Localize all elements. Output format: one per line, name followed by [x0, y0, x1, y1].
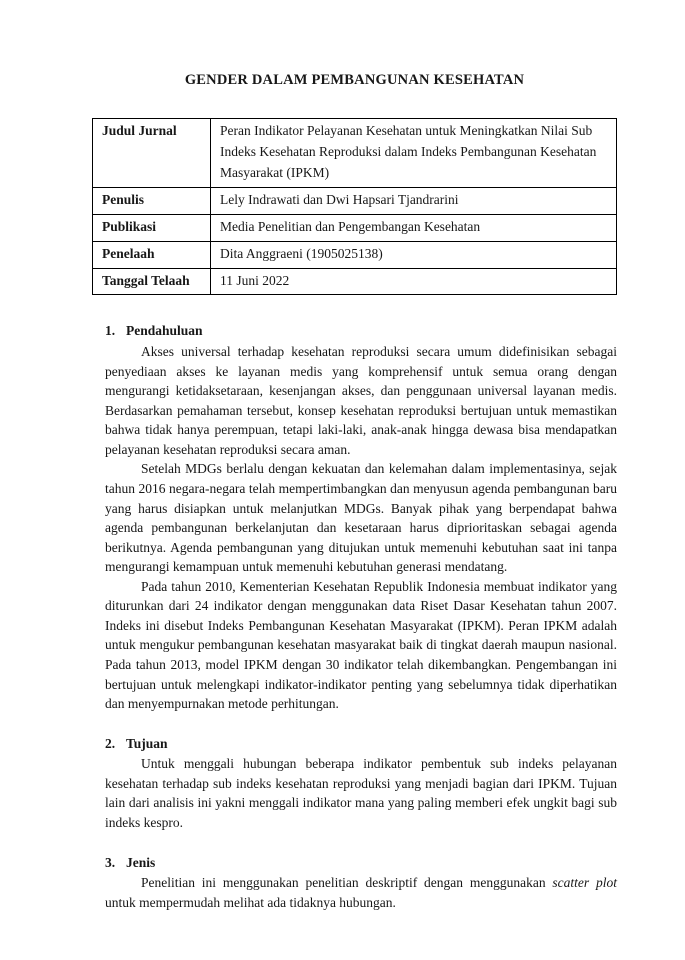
row-label: Penelaah — [93, 241, 211, 268]
paragraph-text-italic: scatter plot — [552, 875, 617, 891]
row-value: Lely Indrawati dan Dwi Hapsari Tjandrarini — [211, 187, 617, 214]
row-value: 11 Juni 2022 — [211, 268, 617, 295]
table-row-penulis — [93, 187, 617, 214]
table-row-judul-jurnal — [93, 119, 617, 188]
table-row-penelaah — [93, 241, 617, 268]
paragraph-text: untuk mempermudah melihat ada tidaknya hubungan. — [105, 894, 396, 910]
section-heading — [105, 734, 617, 754]
table-row-publikasi — [93, 214, 617, 241]
row-label: Judul Jurnal — [93, 119, 211, 188]
paragraph — [105, 873, 617, 912]
row-label: Tanggal Telaah — [93, 268, 211, 295]
row-label: Penulis — [93, 187, 211, 214]
journal-info-table — [92, 118, 617, 295]
section-heading — [105, 853, 617, 873]
section-heading — [105, 321, 617, 341]
paragraph: Akses universal terhadap kesehatan reproduksi secara umum didefinisikan sebagai penyediaan akses ke layanan medis yang komprehensif untuk semua orang dengan mengurangi ketidaksetaraan, kesenjangan akses, dan penggunaan universal layanan medis. Berdasarkan pemahaman tersebut, konsep kesehatan reproduksi bertujuan untuk memastikan bahwa tidak hanya perempuan, tetapi laki-laki, anak-anak hingga dewasa bisa mendapatkan pelayanan kesehatan reproduksi secara aman. — [105, 344, 617, 457]
table-row-tanggal-telaah — [93, 268, 617, 295]
section-number: 1. — [105, 323, 116, 339]
section-tujuan — [105, 734, 617, 833]
row-value: Peran Indikator Pelayanan Kesehatan untuk Meningkatkan Nilai Sub Indeks Kesehatan Reproduksi dalam Indeks Pembangunan Kesehatan Masyarakat (IPKM) — [211, 119, 617, 188]
row-label: Publikasi — [93, 214, 211, 241]
paragraph: Setelah MDGs berlalu dengan kekuatan dan kelemahan dalam implementasinya, sejak tahun 2016 negara-negara telah mempertimbangkan dan menyusun agenda pembangunan baru yang harus disiapkan untuk melanjutkan MDGs. Banyak pihak yang berpendapat bahwa agenda pembangunan berkelanjutan dan kesetaraan harus diprioritaskan sebagai agenda berikutnya. Agenda pembangunan yang ditujukan untuk memenuhi kebutuhan saat ini tanpa mengurangi kemampuan untuk memenuhi kebutuhan generasi mendatang. — [105, 461, 617, 575]
section-pendahuluan — [105, 321, 617, 713]
paragraph: Untuk menggali hubungan beberapa indikator pembentuk sub indeks pelayanan kesehatan terhadap sub indeks kesehatan reproduksi yang menjadi bagian dari IPKM. Tujuan lain dari analisis ini yakni menggali indikator mana yang paling memberi efek ungkit bagi sub indeks kespro. — [105, 756, 617, 830]
paragraph: Pada tahun 2010, Kementerian Kesehatan Republik Indonesia membuat indikator yang diturunkan dari 24 indikator dengan menggunakan data Riset Dasar Kesehatan tahun 2007. Indeks ini disebut Indeks Pembangunan Kesehatan Masyarakat (IPKM). Peran IPKM adalah untuk mengukur pembangunan kesehatan masyarakat baik di tingkat daerah maupun nasional. Pada tahun 2013, model IPKM dengan 30 indikator telah dikembangkan. Pengembangan ini bertujuan untuk melengkapi indikator-indikator penting yang sebelumnya tidak diperhatikan dan menyempurnakan metode perhitungan. — [105, 578, 617, 712]
section-number: 2. — [105, 735, 116, 751]
section-title: Tujuan — [126, 735, 168, 751]
section-title: Pendahuluan — [126, 323, 203, 339]
paragraph-text: Penelitian ini menggunakan penelitian deskriptif dengan menggunakan — [141, 875, 553, 891]
document-title: GENDER DALAM PEMBANGUNAN KESEHATAN — [184, 72, 525, 88]
section-jenis — [105, 853, 617, 913]
row-value: Dita Anggraeni (1905025138) — [211, 241, 617, 268]
section-title: Jenis — [126, 854, 156, 870]
row-value: Media Penelitian dan Pengembangan Kesehatan — [211, 214, 617, 241]
section-number: 3. — [105, 854, 116, 870]
